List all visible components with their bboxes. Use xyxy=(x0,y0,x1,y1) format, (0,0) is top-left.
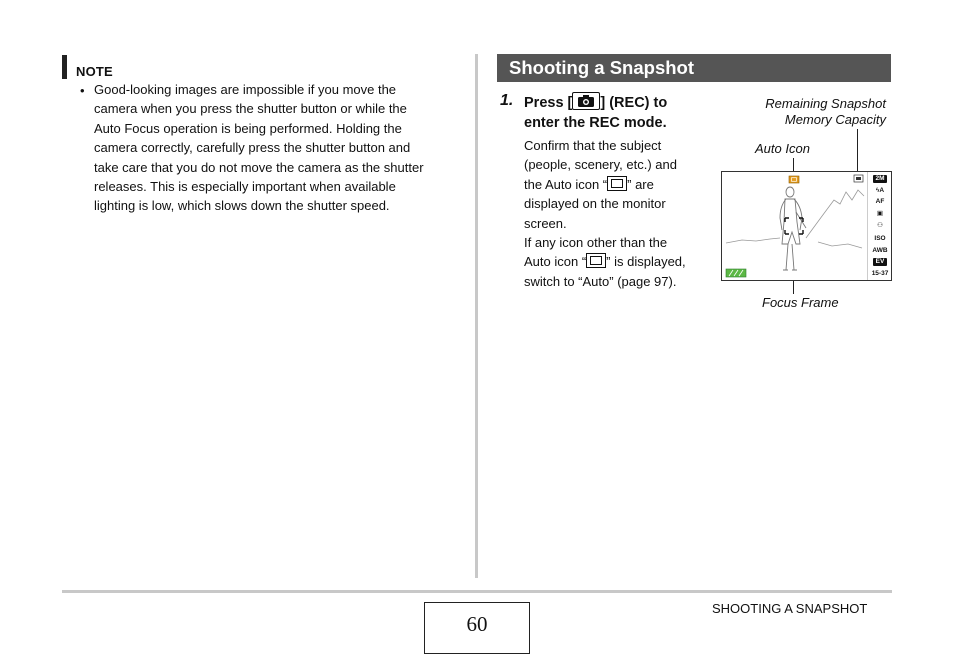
flash-indicator: ϟA xyxy=(875,187,885,194)
note-line: camera correctly, carefully press the shutter button and xyxy=(94,140,411,156)
section-title: Shooting a Snapshot xyxy=(509,57,694,78)
step-body-line: (people, scenery, etc.) and xyxy=(524,157,677,173)
column-divider xyxy=(475,54,478,578)
step-body-line xyxy=(524,252,714,271)
running-footer-title: SHOOTING A SNAPSHOT xyxy=(712,601,868,616)
section-header xyxy=(497,54,891,82)
step-heading-post: ] (REC) to xyxy=(600,95,668,111)
step-heading-pre: Press [ xyxy=(524,95,573,111)
step-body-line: screen. xyxy=(524,215,567,231)
note-line: Good-looking images are impossible if you move the xyxy=(94,82,397,97)
step-heading xyxy=(524,92,724,133)
auto-mode-icon xyxy=(607,176,627,191)
callout-remaining-capacity xyxy=(730,96,886,128)
auto-mode-icon xyxy=(586,253,606,268)
monitor-sidebar xyxy=(867,172,892,280)
remaining-shots-counter: 15-37 xyxy=(871,270,889,277)
ev-indicator: EV xyxy=(873,258,887,266)
af-indicator: AF xyxy=(875,198,885,205)
note-marker-bar xyxy=(62,55,67,79)
note-line: camera when you press the shutter button or while the xyxy=(94,101,407,117)
note-heading: NOTE xyxy=(76,64,113,79)
step-body-text: the Auto icon “ xyxy=(524,176,608,192)
step-heading-line-1 xyxy=(524,92,724,113)
callout-focus-frame: Focus Frame xyxy=(762,295,839,310)
monitor-scene xyxy=(722,172,867,280)
leader-line-remaining xyxy=(857,129,858,174)
step-body-line: displayed on the monitor xyxy=(524,196,666,212)
footer-rule xyxy=(62,590,892,593)
camera-icon xyxy=(572,92,600,110)
note-line: Auto Focus operation is being performed. Holding the xyxy=(94,120,402,136)
step-body-text: ” are xyxy=(627,176,654,192)
page-number-box xyxy=(424,602,530,654)
note-bullet: • xyxy=(80,83,85,98)
white-balance-indicator: AWB xyxy=(872,247,888,254)
step-body-line xyxy=(524,175,714,194)
callout-remaining-line-2: Memory Capacity xyxy=(784,112,886,127)
step-body-text: ” is displayed, xyxy=(606,254,686,270)
face-detect-icon: ⚇ xyxy=(877,222,883,229)
step-number: 1. xyxy=(500,92,514,109)
iso-indicator: ISO xyxy=(874,235,886,242)
step-body-text: Auto icon “ xyxy=(524,254,587,270)
step-body-line: switch to “Auto” (page 97). xyxy=(524,273,677,289)
page-number: 60 xyxy=(466,612,488,636)
callout-remaining-line-1: Remaining Snapshot xyxy=(765,96,886,111)
metering-icon: ▣ xyxy=(876,210,884,217)
note-paragraph xyxy=(94,80,454,216)
camera-monitor-illustration xyxy=(721,171,892,281)
auto-icon-indicator xyxy=(789,176,799,183)
note-line: lighting is low, which slows down the shutter speed. xyxy=(94,198,390,214)
step-heading-line-2: enter the REC mode. xyxy=(524,115,667,131)
note-line: take care that you do not move the camera as the shutter xyxy=(94,159,424,175)
step-body-line: If any icon other than the xyxy=(524,235,668,251)
image-size-indicator: 2M xyxy=(873,175,887,183)
subject-figure xyxy=(780,187,806,270)
note-line: releases. This is especially important when available xyxy=(94,179,396,195)
step-body xyxy=(524,136,714,291)
step-body-line: Confirm that the subject xyxy=(524,138,662,153)
callout-auto-icon: Auto Icon xyxy=(755,141,810,156)
